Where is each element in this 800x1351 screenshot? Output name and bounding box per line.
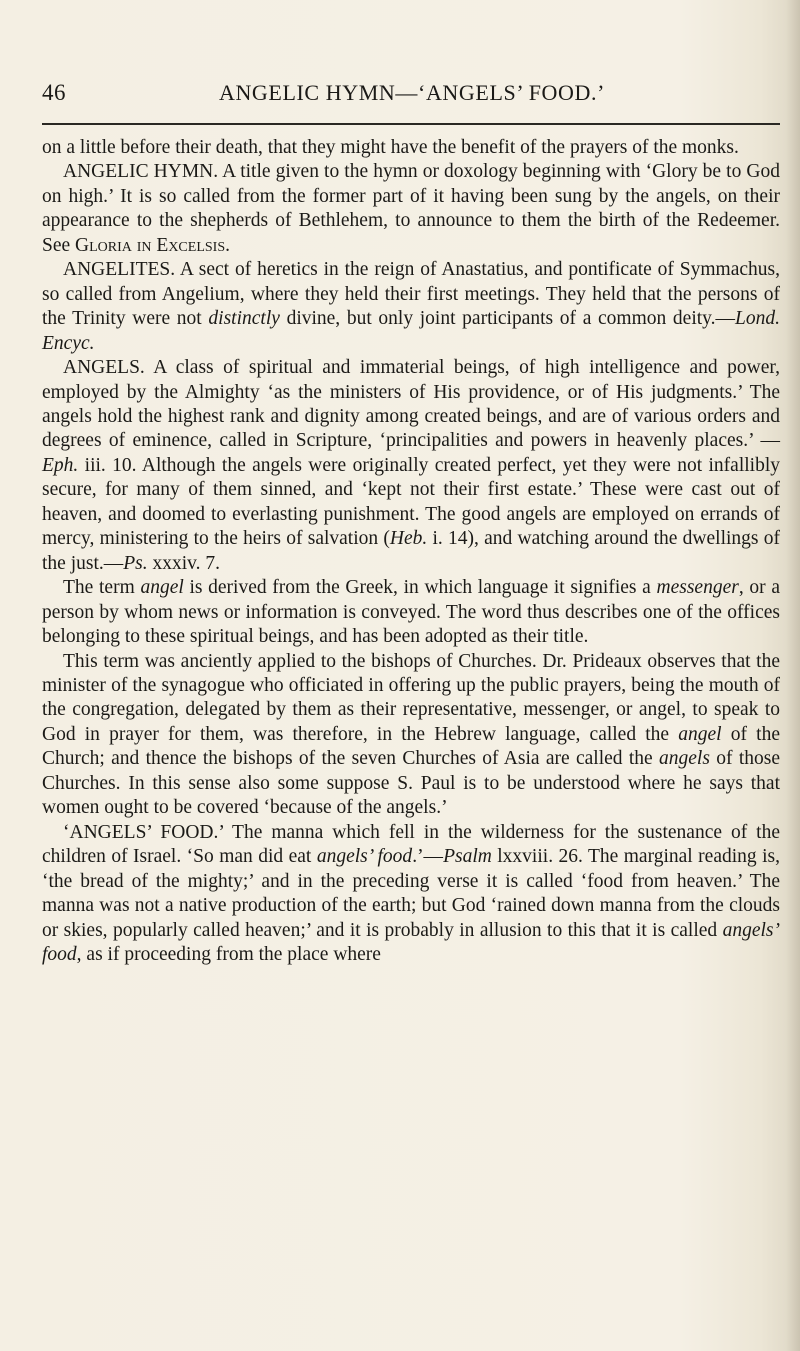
entry-headword: ‘ANGELS’ FOOD.’ — [63, 821, 224, 843]
paragraph-text: of the Church; and thence the bishops of the seven Churches of Asia are called the — [42, 723, 780, 770]
entry-headword: ANGELIC HYMN. — [63, 161, 219, 183]
paragraph-text: is derived from the Greek, in which language it signifies a — [183, 577, 657, 599]
page-edge-shadow — [786, 0, 800, 1351]
italic-term: angels’ food — [316, 846, 413, 868]
body-text — [42, 136, 780, 967]
paragraph-text: of those Churches. In this sense also some suppose S. Paul is to be understood where he says that women ought to be covered ‘because of the angels.’ — [42, 748, 781, 819]
paragraph-continuation — [42, 136, 780, 160]
italic-term: angel — [140, 577, 184, 599]
italic-term: angels’ food — [42, 919, 780, 965]
scripture-citation: Psalm — [443, 846, 492, 868]
italic-term: angels — [659, 748, 710, 770]
scripture-citation: Ps. — [123, 552, 148, 574]
entry-text: divine, but only joint participants of a common deity.— — [279, 308, 736, 330]
paragraph-term-angel — [42, 576, 780, 649]
entry-angels — [42, 356, 780, 576]
entry-angels-food — [42, 821, 780, 968]
entry-angelites — [42, 258, 780, 356]
paragraph-bishops — [42, 650, 780, 821]
page-number: 46 — [42, 80, 66, 105]
entry-text: xxxiv. 7. — [147, 552, 221, 574]
entry-text: .’— — [412, 846, 444, 868]
entry-text: i. 14), and watching around the dwellings of the just.— — [42, 528, 780, 574]
entry-text: A class of spiritual and immaterial beings, of high intelligence and power, employed by the Almighty ‘as the ministers of His providence, or of His judgments.’ The angels hold the highest rank and dignity among created beings, and are of various orders and degrees of eminence, called in Scripture, ‘principalities and powers in heavenly places.’ — — [42, 357, 780, 452]
scripture-citation: Heb. — [389, 528, 428, 550]
entry-text: iii. 10. Although the angels were originally created perfect, yet they were not infallibly secure, for many of them sinned, and ‘kept not their first estate.’ These were cast out of heaven, and doomed to everlasting punishment. The good angels are employed on errands of mercy, ministering to the heirs of salvation ( — [42, 454, 780, 550]
entry-text-tail: . — [225, 234, 230, 256]
entry-text: A sect of heretics in the reign of Anastatius, and pontificate of Symmachus, so called from Angelium, where they held their first meetings. They held that the persons of the Trinity were not — [42, 259, 780, 330]
italic-term: messenger — [656, 577, 739, 599]
entry-text: The manna which fell in the wilderness for the sustenance of the children of Israel. ‘So man did eat — [42, 821, 781, 868]
entry-angelic-hymn — [42, 160, 780, 258]
paragraph-text: This term was anciently applied to the bishops of Churches. Dr. Prideaux observes that the minister of the synagogue who officiated in offering up the public prayers, being the mouth of the congregation, delegated by them as their representative, messenger, or angel, to speak to God in prayer for them, was therefore, in the Hebrew language, called the — [42, 650, 780, 745]
paragraph-text: The term — [63, 577, 141, 599]
italic-term: angel — [678, 723, 722, 745]
entry-text: lxxviii. 26. The marginal reading is, ‘the bread of the mighty;’ and in the preceding verse it is called ‘food from heaven.’ The manna was not a native production of the earth; but God ‘rained down manna from the clouds or skies, popularly called heaven;’ and it is probably in allusion to this that it is called — [42, 846, 780, 941]
entry-headword: ANGELITES. — [63, 259, 176, 281]
page-header — [42, 80, 782, 120]
scripture-citation: Eph. — [42, 454, 79, 476]
entry-text: A title given to the hymn or doxology beginning with ‘Glory be to God on high.’ It is so called from the former part of it having been sung by the angels, on their appearance to the shepherds of Bethlehem, to announce to them the birth of the Redeemer. See — [42, 161, 781, 256]
entry-text: , as if proceeding from the place where — [76, 943, 381, 965]
paragraph-text: , or a person by whom news or information is conveyed. The word thus describes one of the offices belonging to these spiritual beings, and has been adopted as their title. — [42, 577, 780, 648]
cross-reference: Gloria in Excelsis — [75, 234, 226, 256]
entry-headword: ANGELS. — [63, 357, 145, 379]
italic-term: distinctly — [208, 308, 280, 330]
header-rule — [42, 123, 780, 125]
paragraph-text: on a little before their death, that they might have the benefit of the prayers of the monks. — [42, 137, 739, 158]
running-head: ANGELIC HYMN—‘ANGELS’ FOOD.’ — [218, 80, 606, 105]
source-citation: Lond. Encyc. — [42, 308, 781, 354]
